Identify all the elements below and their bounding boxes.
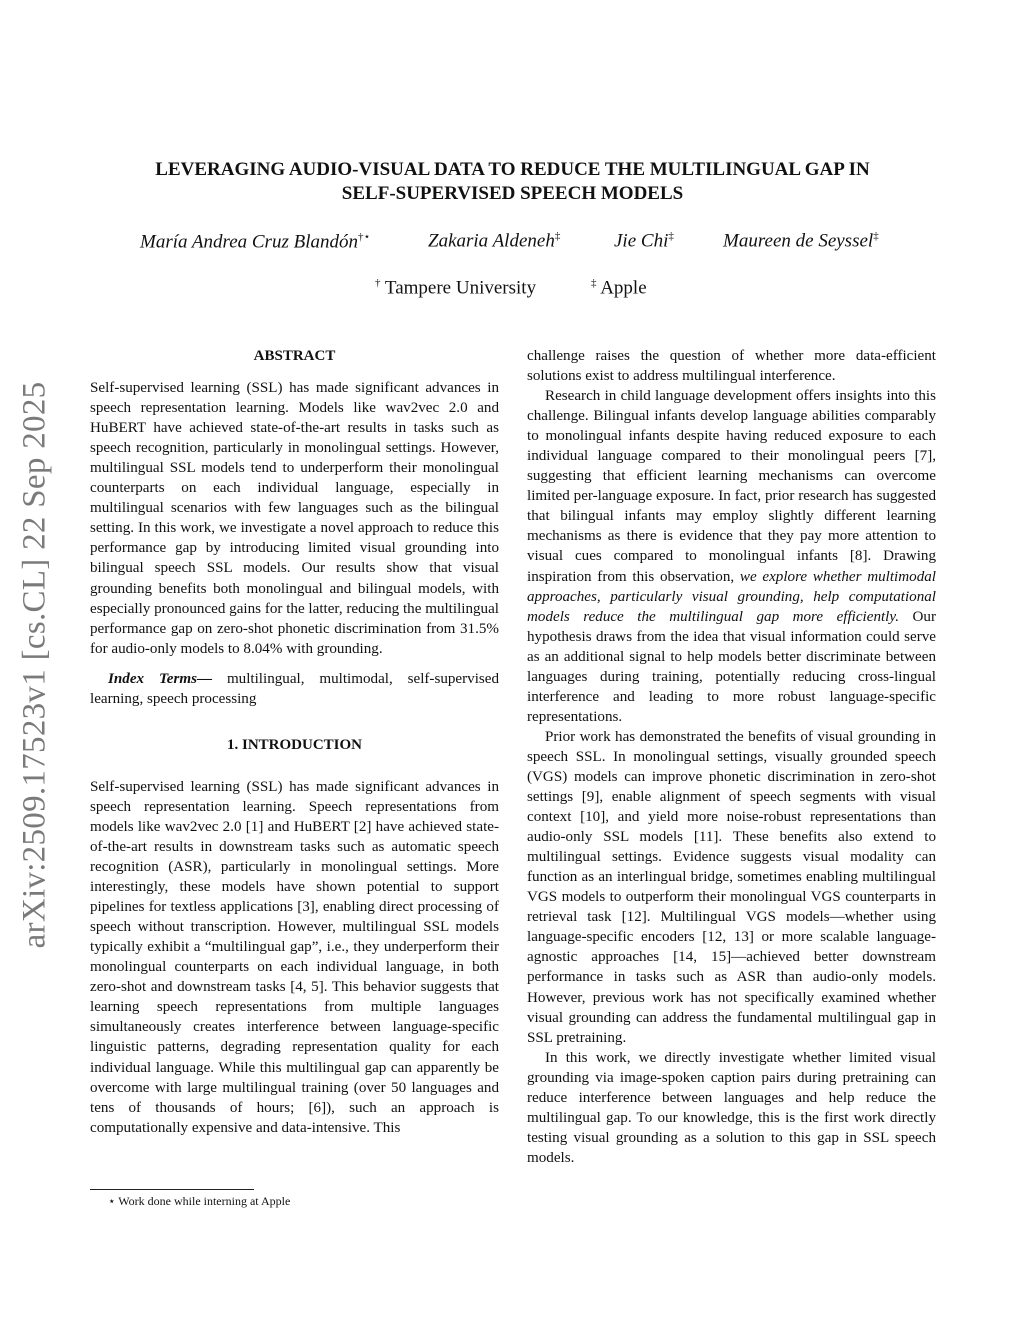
author-1: María Andrea Cruz Blandón†⋆ bbox=[140, 231, 371, 253]
intro-paragraph-2: Research in child language development offers insights into this challenge. Bilingual infants develop language abilities comparably to monolingual infants despite having reduced exposure to each individual language compared to their monolingual peers [7], suggesting that efficient learning mechanisms can overcome limited per-language exposure. In fact, prior research has suggested that bilingual infants may employ slightly different learning mechanisms as there is evidence that they pay more attention to visual cues compared to monolingual infants [8]. Drawing inspiration from this observation, we explore whether multimodal approaches, particularly visual grounding, help computational models reduce the multilingual gap more efficiently. Our hypothesis draws from the idea that visual information could serve as an additional signal to help models better discriminate between languages during training, potentially reducing cross-lingual interference and leading to more robust language-specific representations. bbox=[527, 388, 936, 725]
abstract-heading: ABSTRACT bbox=[253, 348, 336, 364]
author-list bbox=[90, 230, 935, 256]
title-line-2: SELF-SUPERVISED SPEECH MODELS bbox=[341, 183, 684, 204]
abstract-text: Self-supervised learning (SSL) has made significant advances in speech representation learning. Models like wav2vec 2.0 and HuBERT have achieved state-of-the-art results in tasks such as speech recognition, particularly in monolingual settings. However, multilingual SSL models tend to underperform their monolingual counterparts on each individual language, especially in multilingual scenarios with few languages such as the bilingual setting. In this work, we investigate a novel approach to reduce this performance gap by introducing limited visual grounding into bilingual speech SSL models. Our results show that visual grounding benefits both monolingual and bilingual models, with especially pronounced gains for the latter, reducing the multilingual performance gap on zero-shot phonetic discrimination from 31.5% for audio-only models to 8.04% with grounding. bbox=[90, 380, 499, 657]
affiliation-1: † Tampere University bbox=[375, 277, 537, 299]
affiliation-list bbox=[90, 277, 935, 303]
author-2: Zakaria Aldeneh‡ bbox=[428, 230, 561, 252]
intro-paragraph-4: In this work, we directly investigate whether limited visual grounding via image-spoken caption pairs during pretraining can reduce interference between languages and help reduce the multilingual gap. To our knowledge, this is the first work directly testing visual grounding as a solution to this gap in SSL speech models. bbox=[527, 1049, 936, 1166]
author-3: Jie Chi‡ bbox=[614, 230, 674, 252]
arxiv-identifier-stamp bbox=[0, 370, 70, 960]
index-terms-label: Index Terms— bbox=[108, 670, 213, 687]
right-column bbox=[527, 346, 936, 1168]
paper-title bbox=[90, 158, 935, 206]
footnote: ⋆ Work done while interning at Apple bbox=[108, 1194, 291, 1208]
affiliation-2: ‡ Apple bbox=[591, 277, 647, 299]
arxiv-stamp-text: arXiv:2509.17523v1 [cs.CL] 22 Sep 2025 bbox=[16, 381, 53, 949]
index-terms-text: multilingual, multimodal, self-supervised learning, speech processing bbox=[90, 670, 500, 707]
intro-paragraph-3: Prior work has demonstrated the benefits of visual grounding in speech SSL. In monolingual settings, visually grounded speech (VGS) models can improve phonetic discrimination in zero-shot settings [9], enable alignment of speech segments with visual context [10], and yield more noise-robust representations than audio-only SSL models [11]. These benefits also extend to multilingual settings. Evidence suggests visual modality can function as an interlingual bridge, sometimes enabling multilingual VGS models to outperform their monolingual VGS counterparts in retrieval task [12]. Multilingual VGS models—whether using language-specific encoders [12, 13] or more scalable language-agnostic approaches [14, 15]—achieved better downstream performance in tasks such as ASR than audio-only models. However, previous work has not specifically examined whether visual grounding can address the fundamental multilingual gap in SSL pretraining. bbox=[527, 728, 936, 1046]
title-line-1: LEVERAGING AUDIO-VISUAL DATA TO REDUCE THE MULTILINGUAL GAP IN bbox=[155, 159, 870, 180]
introduction-heading: 1. INTRODUCTION bbox=[226, 736, 362, 753]
footnote-rule bbox=[90, 1189, 254, 1190]
left-column bbox=[90, 346, 499, 1138]
index-terms bbox=[90, 669, 499, 709]
intro-paragraph-1: Self-supervised learning (SSL) has made significant advances in speech representation learning. Speech representations from models like wav2vec 2.0 [1] and HuBERT [2] have achieved state-of-the-art results in downstream tasks such as automatic speech recognition (ASR), particularly in monolingual settings. More interestingly, these models have shown potential to support pipelines for textless applications [3], enabling direct processing of speech without transcription. However, multilingual SSL models typically exhibit a “multilingual gap”, i.e., they underperform their monolingual counterparts on each individual language, in both zero-shot and downstream tasks [4, 5]. This behavior suggests that learning speech representations from multiple languages simultaneously creates interference between language-specific linguistic patterns, degrading representation quality for each individual language. While this multilingual gap can apparently be overcome with large multilingual training (over 50 languages and tens of thousands of hours; [6]), such an approach is computationally expensive and data-intensive. This bbox=[90, 778, 499, 1136]
author-4: Maureen de Seyssel‡ bbox=[723, 230, 879, 252]
intro-paragraph-1-continued: challenge raises the question of whether more data-efficient solutions exist to address multilingual interference. bbox=[527, 348, 936, 385]
hypothesis-emphasis: we explore whether multimodal approaches, particularly visual grounding, help computational models reduce the multilingual gap more efficiently. bbox=[527, 568, 936, 625]
